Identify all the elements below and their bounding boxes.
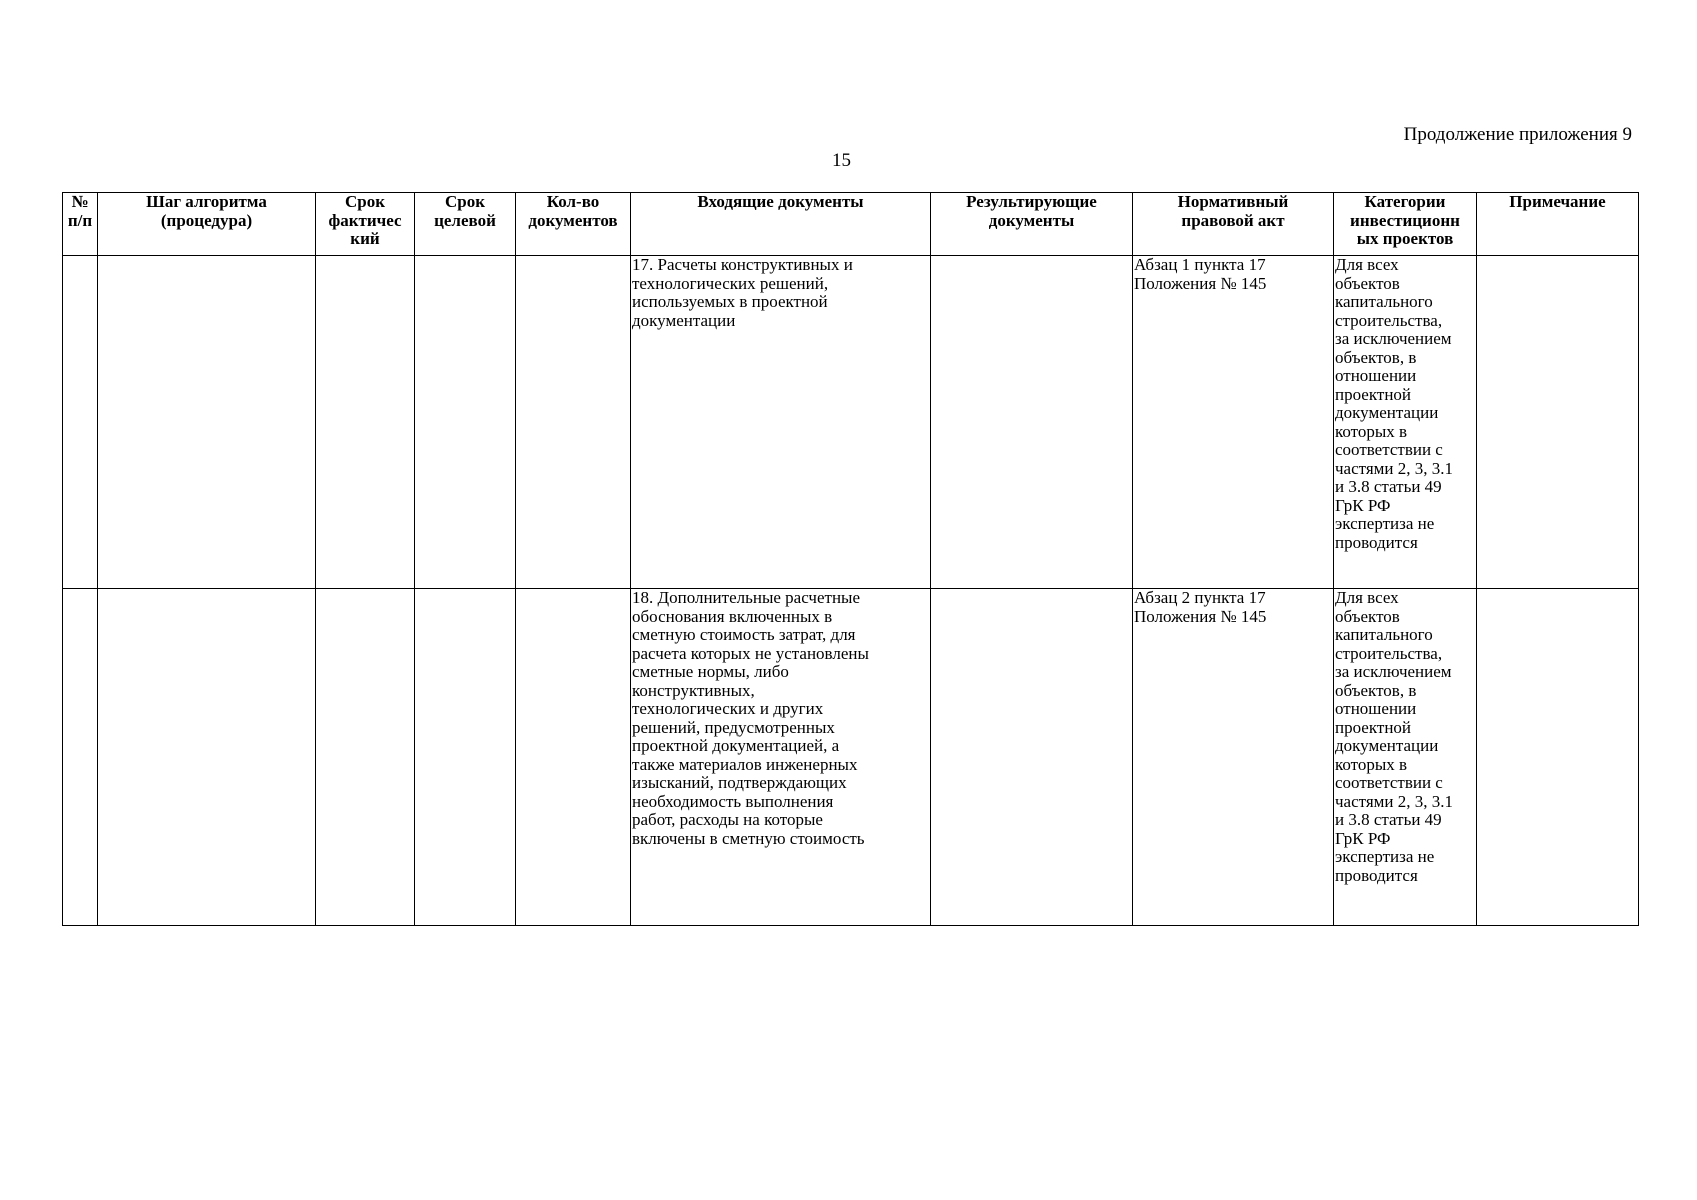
col-header-number: № п/п [63, 193, 98, 256]
table-row [63, 256, 1639, 589]
appendix-continuation-note: Продолжение приложения 9 [1403, 124, 1632, 145]
cell-number [63, 256, 98, 589]
cell-term-target [415, 256, 516, 589]
cell-category: Для всех объектов капитального строительства, за исключением объектов, в отношении проектной документации которых в соответствии с частями 2, 3, 3.1 и 3.8 статьи 49 ГрК РФ экспертиза не проводится [1334, 256, 1477, 589]
col-header-note: Примечание [1477, 193, 1639, 256]
table-row [63, 589, 1639, 926]
cell-doc-count [516, 589, 631, 926]
cell-step [98, 256, 316, 589]
cell-doc-count [516, 256, 631, 589]
cell-term-target [415, 589, 516, 926]
cell-term-actual [316, 256, 415, 589]
col-header-legal-act: Нормативный правовой акт [1133, 193, 1334, 256]
table-header-row [63, 193, 1639, 256]
col-header-term-actual: Срок фактичес кий [316, 193, 415, 256]
cell-step [98, 589, 316, 926]
cell-legal-act: Абзац 1 пункта 17 Положения № 145 [1133, 256, 1334, 589]
col-header-category: Категории инвестиционн ых проектов [1334, 193, 1477, 256]
col-header-step: Шаг алгоритма (процедура) [98, 193, 316, 256]
cell-incoming-docs: 17. Расчеты конструктивных и технологических решений, используемых в проектной документации [631, 256, 931, 589]
cell-note [1477, 589, 1639, 926]
col-header-doc-count: Кол-во документов [516, 193, 631, 256]
cell-note [1477, 256, 1639, 589]
col-header-incoming-docs: Входящие документы [631, 193, 931, 256]
algorithm-table [62, 192, 1639, 926]
cell-legal-act: Абзац 2 пункта 17 Положения № 145 [1133, 589, 1334, 926]
col-header-term-target: Срок целевой [415, 193, 516, 256]
col-header-resulting-docs: Результирующие документы [931, 193, 1133, 256]
cell-resulting-docs [931, 589, 1133, 926]
cell-number [63, 589, 98, 926]
cell-term-actual [316, 589, 415, 926]
cell-incoming-docs: 18. Дополнительные расчетные обоснования включенных в сметную стоимость затрат, для расчета которых не установлены сметные нормы, либо конструктивных, технологических и других решений, предусмотренных проектной документацией, а также материалов инженерных изысканий, подтверждающих необходимость выполнения работ, расходы на которые включены в сметную стоимость [631, 589, 931, 926]
cell-resulting-docs [931, 256, 1133, 589]
cell-category: Для всех объектов капитального строительства, за исключением объектов, в отношении проектной документации которых в соответствии с частями 2, 3, 3.1 и 3.8 статьи 49 ГрК РФ экспертиза не проводится [1334, 589, 1477, 926]
page-number: 15 [832, 150, 851, 171]
